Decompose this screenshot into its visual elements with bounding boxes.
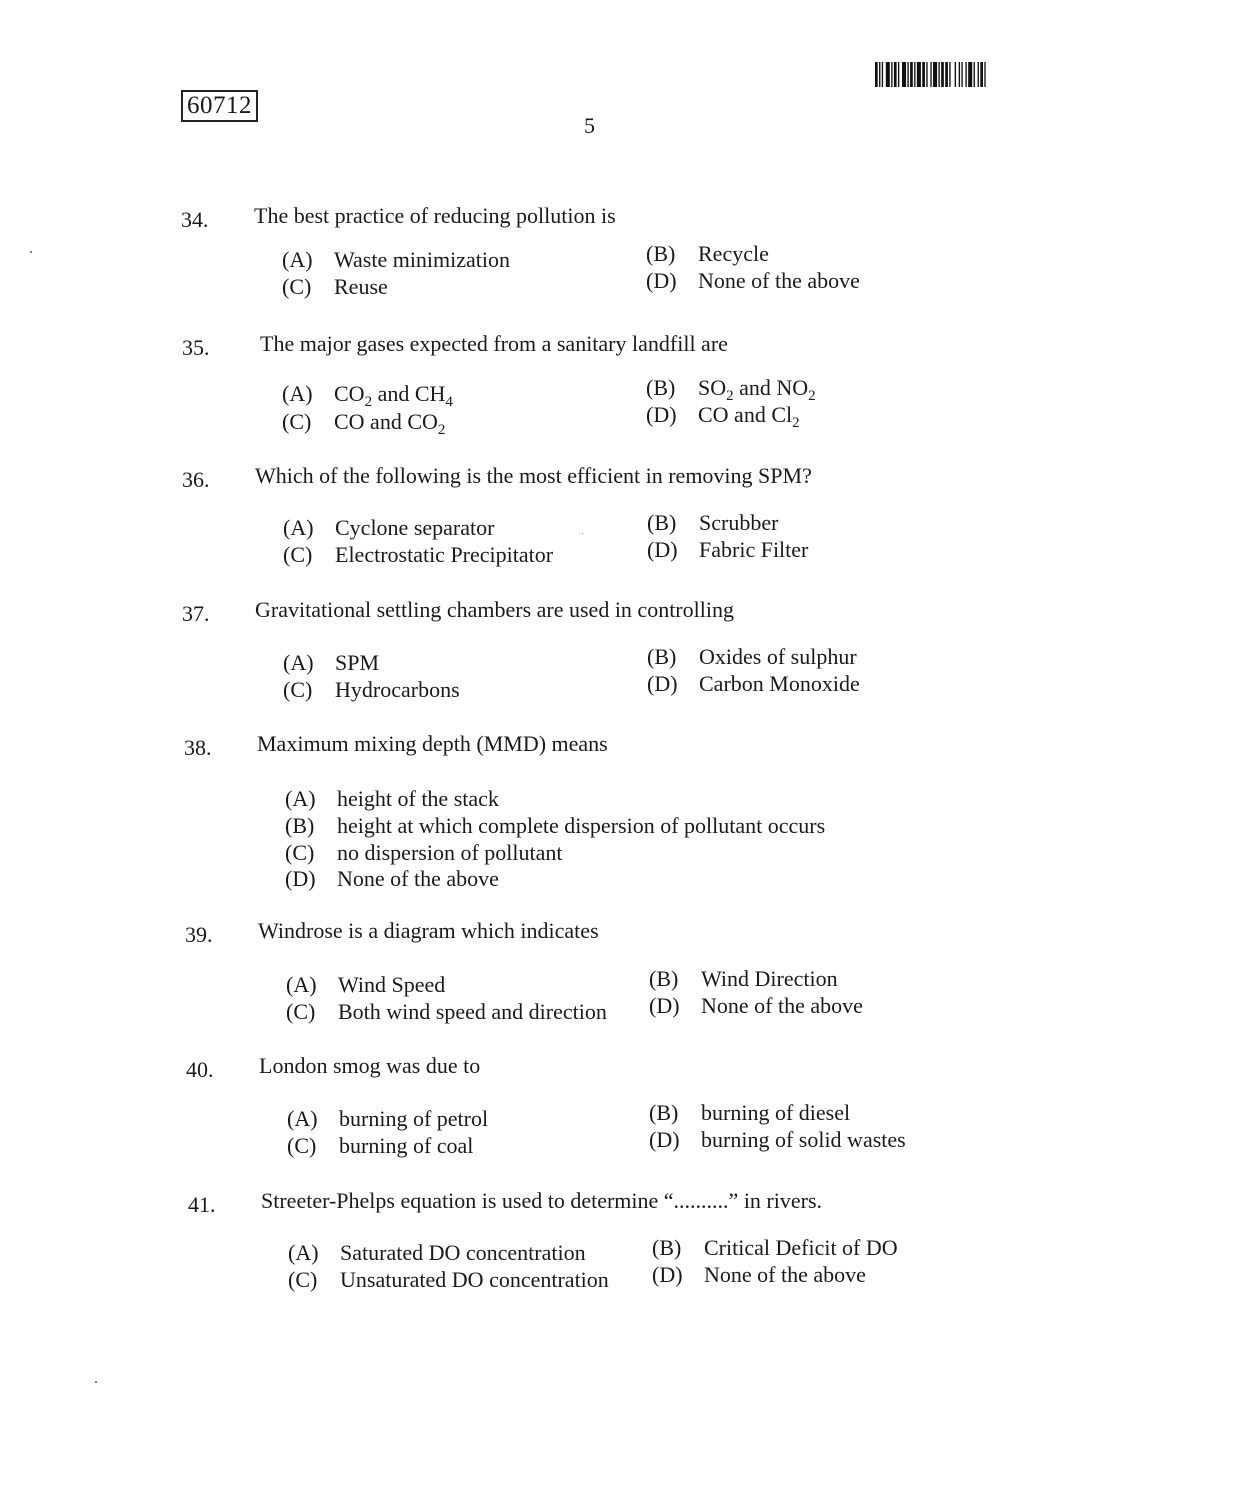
option-text: Waste minimization — [334, 247, 511, 272]
option-text: Cyclone separator — [335, 515, 495, 540]
question-number: 34. — [181, 207, 209, 232]
option-a — [283, 650, 379, 676]
option-text — [698, 402, 800, 431]
question-number: 41. — [188, 1192, 216, 1217]
barcode-bar — [917, 62, 921, 87]
barcode-bar — [902, 62, 906, 87]
option-text: Critical Deficit of DO — [704, 1235, 898, 1260]
option-a — [287, 1106, 488, 1132]
option-b — [647, 510, 778, 536]
option-label: (D) — [647, 537, 678, 562]
question-number: 37. — [182, 601, 210, 626]
option-text: burning of petrol — [339, 1106, 489, 1131]
question-text: Maximum mixing depth (MMD) means — [257, 731, 608, 756]
option-text: SPM — [335, 650, 380, 675]
option-c — [282, 409, 446, 438]
barcode-bar — [980, 62, 983, 87]
option-text: Hydrocarbons — [335, 677, 460, 702]
option-label: (D) — [649, 1127, 680, 1152]
option-label: (C) — [282, 274, 312, 299]
barcode-bar — [930, 62, 931, 87]
option-a — [282, 247, 510, 273]
barcode-bar — [882, 62, 883, 87]
option-label: (B) — [285, 813, 315, 838]
option-text: Wind Speed — [338, 972, 446, 997]
option-label: (D) — [646, 402, 677, 427]
option-label: (C) — [288, 1267, 318, 1292]
option-label: (C) — [286, 999, 316, 1024]
option-label: (C) — [287, 1133, 317, 1158]
barcode-bar — [894, 62, 897, 87]
option-d — [647, 537, 808, 563]
option-d — [649, 993, 863, 1019]
barcode-bar — [914, 62, 915, 87]
option-text — [334, 409, 446, 438]
option-label: (D) — [646, 268, 677, 293]
option-text: None of the above — [337, 866, 499, 891]
option-text: Scrubber — [699, 510, 779, 535]
option-label: (D) — [649, 993, 680, 1018]
option-label: (B) — [649, 966, 679, 991]
option-text: Recycle — [698, 241, 769, 266]
option-label: (B) — [652, 1235, 682, 1260]
option-b — [646, 241, 769, 267]
formula-part: CO and Cl — [698, 402, 793, 427]
page-number: 5 — [584, 113, 595, 138]
option-label: (A) — [288, 1240, 319, 1265]
option-label: (C) — [283, 677, 313, 702]
question-number: 35. — [182, 335, 210, 360]
option-d — [647, 671, 860, 697]
paper-code-box: 60712 — [181, 90, 258, 122]
option-label: (B) — [647, 644, 677, 669]
option-text: Reuse — [334, 274, 388, 299]
option-b — [649, 1100, 850, 1126]
option-a — [285, 786, 499, 812]
formula-part: CO — [334, 381, 365, 406]
option-label: (A) — [282, 247, 313, 272]
option-text: burning of solid wastes — [701, 1127, 906, 1152]
option-text: Both wind speed and direction — [338, 999, 607, 1024]
option-a — [283, 515, 494, 541]
option-label: (A) — [286, 972, 317, 997]
option-label: (B) — [646, 241, 676, 266]
option-d — [646, 402, 800, 431]
barcode-bar — [907, 62, 908, 87]
option-label: (B) — [647, 510, 677, 535]
option-label: (A) — [283, 515, 314, 540]
barcode-bar — [910, 62, 913, 87]
option-text — [698, 375, 816, 404]
option-label: (C) — [283, 542, 313, 567]
option-text: no dispersion of pollutant — [337, 840, 563, 865]
question-number: 38. — [184, 735, 212, 760]
question-number: 36. — [182, 467, 210, 492]
barcode-bar — [886, 62, 890, 87]
option-text: burning of diesel — [701, 1100, 851, 1125]
barcode-bar — [926, 62, 927, 87]
option-c — [285, 840, 562, 866]
barcode-bar — [949, 62, 950, 87]
option-b — [646, 375, 816, 404]
option-label: (D) — [647, 671, 678, 696]
barcode — [875, 62, 1029, 87]
option-text: None of the above — [698, 268, 860, 293]
barcode-bar — [984, 62, 985, 87]
formula-part: and NO — [733, 375, 809, 400]
option-c — [283, 677, 460, 703]
barcode-bar — [879, 62, 880, 87]
scan-speck — [30, 251, 32, 253]
option-c — [287, 1133, 473, 1159]
option-text: Oxides of sulphur — [699, 644, 857, 669]
option-label: (A) — [285, 786, 316, 811]
barcode-bar — [965, 62, 966, 87]
option-c — [283, 542, 553, 568]
barcode-bar — [961, 62, 962, 87]
option-text: Unsaturated DO concentration — [340, 1267, 609, 1292]
question-text: Windrose is a diagram which indicates — [258, 918, 599, 943]
barcode-bar — [978, 62, 979, 87]
barcode-bar — [945, 62, 948, 87]
option-a — [282, 381, 453, 410]
option-label: (D) — [285, 866, 316, 891]
formula-subscript: 2 — [364, 394, 373, 410]
option-text: Electrostatic Precipitator — [335, 542, 554, 567]
barcode-bar — [955, 62, 956, 87]
barcode-bar — [898, 62, 899, 87]
scan-speck — [95, 1381, 97, 1383]
option-text: burning of coal — [339, 1133, 474, 1158]
option-label: (C) — [285, 840, 315, 865]
formula-subscript: 4 — [445, 394, 453, 410]
formula-part: CO and CO — [334, 409, 438, 434]
option-c — [288, 1267, 609, 1293]
option-label: (D) — [652, 1262, 683, 1287]
option-d — [646, 268, 860, 294]
option-label: (A) — [282, 381, 313, 406]
question-text: The best practice of reducing pollution is — [254, 203, 616, 228]
option-text: None of the above — [704, 1262, 866, 1287]
question-text: London smog was due to — [259, 1053, 481, 1078]
option-b — [649, 966, 838, 992]
option-b — [652, 1235, 898, 1261]
option-text: Saturated DO concentration — [340, 1240, 586, 1265]
formula-subscript: 2 — [808, 388, 816, 404]
option-text: Carbon Monoxide — [699, 671, 860, 696]
option-b — [285, 813, 825, 839]
option-text: Fabric Filter — [699, 537, 809, 562]
barcode-bar — [974, 62, 975, 87]
question-text: The major gases expected from a sanitary landfill are — [260, 331, 728, 356]
question-number: 39. — [185, 922, 213, 947]
option-text: None of the above — [701, 993, 863, 1018]
option-label: (B) — [646, 375, 676, 400]
barcode-bar — [959, 62, 960, 87]
option-d — [649, 1127, 906, 1153]
barcode-bar — [933, 62, 937, 87]
barcode-bar — [891, 62, 892, 87]
formula-subscript: 2 — [437, 422, 446, 438]
option-a — [288, 1240, 586, 1266]
option-b — [647, 644, 857, 670]
option-label: (B) — [649, 1100, 679, 1125]
question-number: 40. — [186, 1057, 214, 1082]
option-d — [285, 866, 499, 892]
barcode-bar — [922, 62, 925, 87]
barcode-bar — [875, 62, 878, 87]
formula-part: SO — [698, 375, 727, 400]
formula-subscript: 2 — [792, 415, 800, 431]
question-text: Streeter-Phelps equation is used to determine “..........” in rivers. — [261, 1188, 823, 1213]
option-text — [334, 381, 453, 410]
option-text: Wind Direction — [701, 966, 838, 991]
option-c — [286, 999, 607, 1025]
option-text: height at which complete dispersion of pollutant occurs — [337, 813, 826, 838]
question-text: Which of the following is the most efficient in removing SPM? — [255, 463, 812, 488]
barcode-bar — [941, 62, 944, 87]
option-label: (C) — [282, 409, 312, 434]
option-label: (A) — [283, 650, 314, 675]
scan-speck — [582, 533, 583, 534]
barcode-bar — [968, 62, 972, 87]
formula-part: and CH — [372, 381, 446, 406]
formula-subscript: 2 — [726, 388, 734, 404]
option-c — [282, 274, 388, 300]
option-text: height of the stack — [337, 786, 499, 811]
barcode-bar — [938, 62, 939, 87]
option-d — [652, 1262, 866, 1288]
question-text: Gravitational settling chambers are used in controlling — [255, 597, 734, 622]
option-label: (A) — [287, 1106, 318, 1131]
option-a — [286, 972, 445, 998]
